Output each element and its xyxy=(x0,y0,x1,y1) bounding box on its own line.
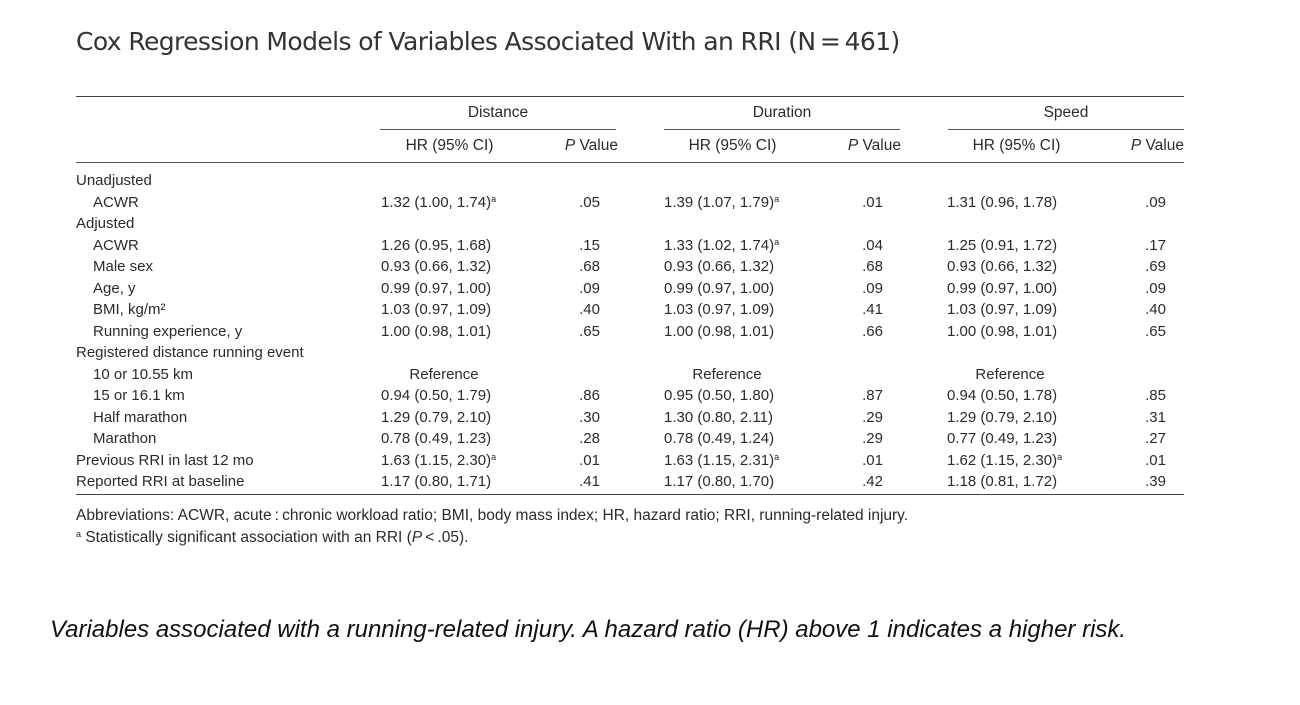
header-bottom-rule xyxy=(76,162,1184,163)
hr-value: 1.62 (1.15, 2.30) xyxy=(947,451,1058,469)
hr-cell xyxy=(381,428,491,450)
col-header-duration-p: P Value xyxy=(847,137,901,154)
hr-cell xyxy=(664,256,774,278)
hr-cell xyxy=(381,385,491,407)
hr-cell xyxy=(381,235,491,257)
row-label: Previous RRI in last 12 mo xyxy=(76,451,254,469)
row-label: Half marathon xyxy=(93,408,188,426)
hr-value: 0.95 (0.50, 1.80) xyxy=(664,387,775,404)
row-label: Running experience, y xyxy=(93,322,243,340)
p-value-cell: .01 xyxy=(1145,451,1166,469)
hr-value: 0.99 (0.97, 1.00) xyxy=(381,279,492,297)
hr-value: 1.00 (0.98, 1.01) xyxy=(947,322,1058,340)
p-value-cell: .31 xyxy=(1145,408,1166,426)
row-label: Reported RRI at baseline xyxy=(76,473,245,490)
p-value-cell: .27 xyxy=(1145,430,1166,447)
footnote-abbreviations: Abbreviations: ACWR, acute : chronic workload ratio; BMI, body mass index; HR, hazard ratio; RRI, running-related injury. xyxy=(76,507,909,524)
hr-value: 0.77 (0.49, 1.23) xyxy=(947,430,1058,447)
hr-value: 1.31 (0.96, 1.78) xyxy=(947,193,1058,211)
hr-cell xyxy=(381,192,496,214)
p-value-cell: .01 xyxy=(862,451,883,469)
significance-marker: a xyxy=(491,193,497,204)
hr-cell xyxy=(664,235,779,257)
p-value-cell: .40 xyxy=(1145,301,1166,318)
hr-value: 0.78 (0.49, 1.24) xyxy=(664,430,775,447)
hr-value: 1.00 (0.98, 1.01) xyxy=(664,322,775,340)
row-label: Male sex xyxy=(93,258,154,275)
hr-value: 1.26 (0.95, 1.68) xyxy=(381,236,492,254)
row-label: 10 or 10.55 km xyxy=(93,365,194,383)
hr-value: 0.78 (0.49, 1.23) xyxy=(381,430,492,447)
table-title: Cox Regression Models of Variables Associated With an RRI (N = 461) xyxy=(76,27,900,56)
hr-cell xyxy=(664,407,773,429)
hr-cell xyxy=(947,450,1062,472)
hr-cell xyxy=(947,407,1057,429)
hr-value: Reference xyxy=(692,365,762,383)
hr-value: 0.94 (0.50, 1.78) xyxy=(947,387,1058,404)
row-label: ACWR xyxy=(93,193,139,211)
footnote-significance: $^a$ Statistically significant association with an RRI (P < .05). xyxy=(76,529,469,546)
row-label: BMI, kg/m² xyxy=(93,301,166,318)
significance-marker: a xyxy=(774,236,780,247)
hr-value: 1.63 (1.15, 2.30) xyxy=(381,451,492,469)
significance-marker: a xyxy=(774,193,780,204)
hr-value: 0.93 (0.66, 1.32) xyxy=(381,258,492,275)
hr-cell xyxy=(664,450,779,472)
hr-value: 1.18 (0.81, 1.72) xyxy=(947,473,1058,490)
p-value-cell: .09 xyxy=(1145,279,1166,297)
p-value-cell: .09 xyxy=(579,279,600,297)
p-value-cell: .28 xyxy=(579,430,600,447)
p-value-cell: .09 xyxy=(862,279,883,297)
hr-value: 1.29 (0.79, 2.10) xyxy=(381,408,492,426)
row-label: Age, y xyxy=(93,279,136,297)
table-bottom-rule xyxy=(76,494,1184,495)
hr-cell xyxy=(381,364,507,386)
p-value-cell: .15 xyxy=(579,236,600,254)
hr-value: 0.99 (0.97, 1.00) xyxy=(947,279,1058,297)
hr-value: Reference xyxy=(975,365,1045,383)
p-value-cell: .40 xyxy=(579,301,600,318)
group-header-duration: Duration xyxy=(752,104,812,121)
hr-value: 1.00 (0.98, 1.01) xyxy=(381,322,492,340)
row-label: Marathon xyxy=(93,430,157,447)
p-value-cell: .68 xyxy=(862,258,883,275)
hr-cell xyxy=(381,471,491,493)
hr-value: 1.17 (0.80, 1.71) xyxy=(381,473,492,490)
row-label: 15 or 16.1 km xyxy=(93,387,185,404)
col-header-distance-p: P Value xyxy=(564,137,618,154)
hr-cell xyxy=(381,321,491,343)
p-value-cell: .41 xyxy=(862,301,883,318)
hr-value: 1.17 (0.80, 1.70) xyxy=(664,473,775,490)
hr-cell xyxy=(947,428,1057,450)
p-value-cell: .01 xyxy=(579,451,600,469)
p-value-cell: .42 xyxy=(862,473,883,490)
hr-value: 0.94 (0.50, 1.79) xyxy=(381,387,492,404)
hr-cell xyxy=(947,256,1057,278)
p-value-cell: .86 xyxy=(579,387,600,404)
hr-value: 1.32 (1.00, 1.74) xyxy=(381,193,492,211)
hr-value: 1.03 (0.97, 1.09) xyxy=(947,301,1058,318)
row-label: Registered distance running event xyxy=(76,344,304,361)
hr-cell xyxy=(664,299,774,321)
hr-value: 1.39 (1.07, 1.79) xyxy=(664,193,775,211)
hr-cell xyxy=(664,428,774,450)
p-value-cell: .65 xyxy=(579,322,600,340)
group-rule-distance xyxy=(380,129,616,130)
hr-value: 0.93 (0.66, 1.32) xyxy=(664,258,775,275)
hr-value: 0.93 (0.66, 1.32) xyxy=(947,258,1058,275)
hr-value: 1.63 (1.15, 2.31) xyxy=(664,451,775,469)
hr-value: 0.99 (0.97, 1.00) xyxy=(664,279,775,297)
hr-cell xyxy=(381,450,496,472)
group-header-distance: Distance xyxy=(467,104,529,121)
hr-cell xyxy=(947,278,1057,300)
hr-cell xyxy=(947,299,1057,321)
hr-cell xyxy=(664,192,779,214)
hr-cell xyxy=(381,256,491,278)
table-top-rule xyxy=(76,96,1184,97)
group-rule-duration xyxy=(664,129,900,130)
p-value-cell: .05 xyxy=(579,193,600,211)
p-value-cell: .65 xyxy=(1145,322,1166,340)
p-value-cell: .30 xyxy=(579,408,600,426)
hr-cell xyxy=(664,321,774,343)
p-value-cell: .87 xyxy=(862,387,883,404)
hr-value: 1.29 (0.79, 2.10) xyxy=(947,408,1058,426)
row-label: ACWR xyxy=(93,236,139,254)
hr-cell xyxy=(947,235,1057,257)
significance-marker: a xyxy=(1057,451,1063,462)
p-value-cell: .39 xyxy=(1145,473,1166,490)
p-value-cell: .17 xyxy=(1145,236,1166,254)
p-value-cell: .69 xyxy=(1145,258,1166,275)
hr-cell xyxy=(664,385,774,407)
significance-marker: a xyxy=(491,451,497,462)
hr-value: 1.03 (0.97, 1.09) xyxy=(664,301,775,318)
hr-value: 1.30 (0.80, 2.11) xyxy=(664,408,773,426)
footnote-marker: a xyxy=(76,529,82,539)
hr-cell xyxy=(664,364,790,386)
row-label: Unadjusted xyxy=(76,172,152,189)
col-header-speed-hr: HR (95% CI) xyxy=(972,137,1061,154)
row-label: Adjusted xyxy=(76,215,135,232)
significance-marker: a xyxy=(774,451,780,462)
hr-cell xyxy=(381,407,491,429)
col-header-speed-p: P Value xyxy=(1130,137,1184,154)
p-value-cell: .09 xyxy=(1145,193,1166,211)
hr-cell xyxy=(381,299,491,321)
figure-caption: Variables associated with a running-related injury. A hazard ratio (HR) above 1 indicates a higher risk. xyxy=(50,616,1127,643)
hr-cell xyxy=(664,471,774,493)
p-value-cell: .01 xyxy=(862,193,883,211)
col-header-distance-hr: HR (95% CI) xyxy=(405,137,494,154)
p-value-cell: .29 xyxy=(862,430,883,447)
hr-value: 1.03 (0.97, 1.09) xyxy=(381,301,492,318)
hr-cell xyxy=(381,278,491,300)
hr-cell xyxy=(947,385,1057,407)
hr-cell xyxy=(947,321,1057,343)
p-value-cell: .68 xyxy=(579,258,600,275)
group-header-speed: Speed xyxy=(1043,104,1089,121)
hr-cell xyxy=(947,364,1073,386)
p-value-cell: .29 xyxy=(862,408,883,426)
hr-cell xyxy=(947,192,1057,214)
p-value-cell: .85 xyxy=(1145,387,1166,404)
group-rule-speed xyxy=(948,129,1184,130)
hr-cell xyxy=(664,278,774,300)
p-value-cell: .41 xyxy=(579,473,600,490)
hr-value: 1.33 (1.02, 1.74) xyxy=(664,236,775,254)
col-header-duration-hr: HR (95% CI) xyxy=(688,137,777,154)
p-value-cell: .66 xyxy=(862,322,883,340)
hr-value: Reference xyxy=(409,365,479,383)
hr-cell xyxy=(947,471,1057,493)
p-value-cell: .04 xyxy=(862,236,883,254)
hr-value: 1.25 (0.91, 1.72) xyxy=(947,236,1058,254)
